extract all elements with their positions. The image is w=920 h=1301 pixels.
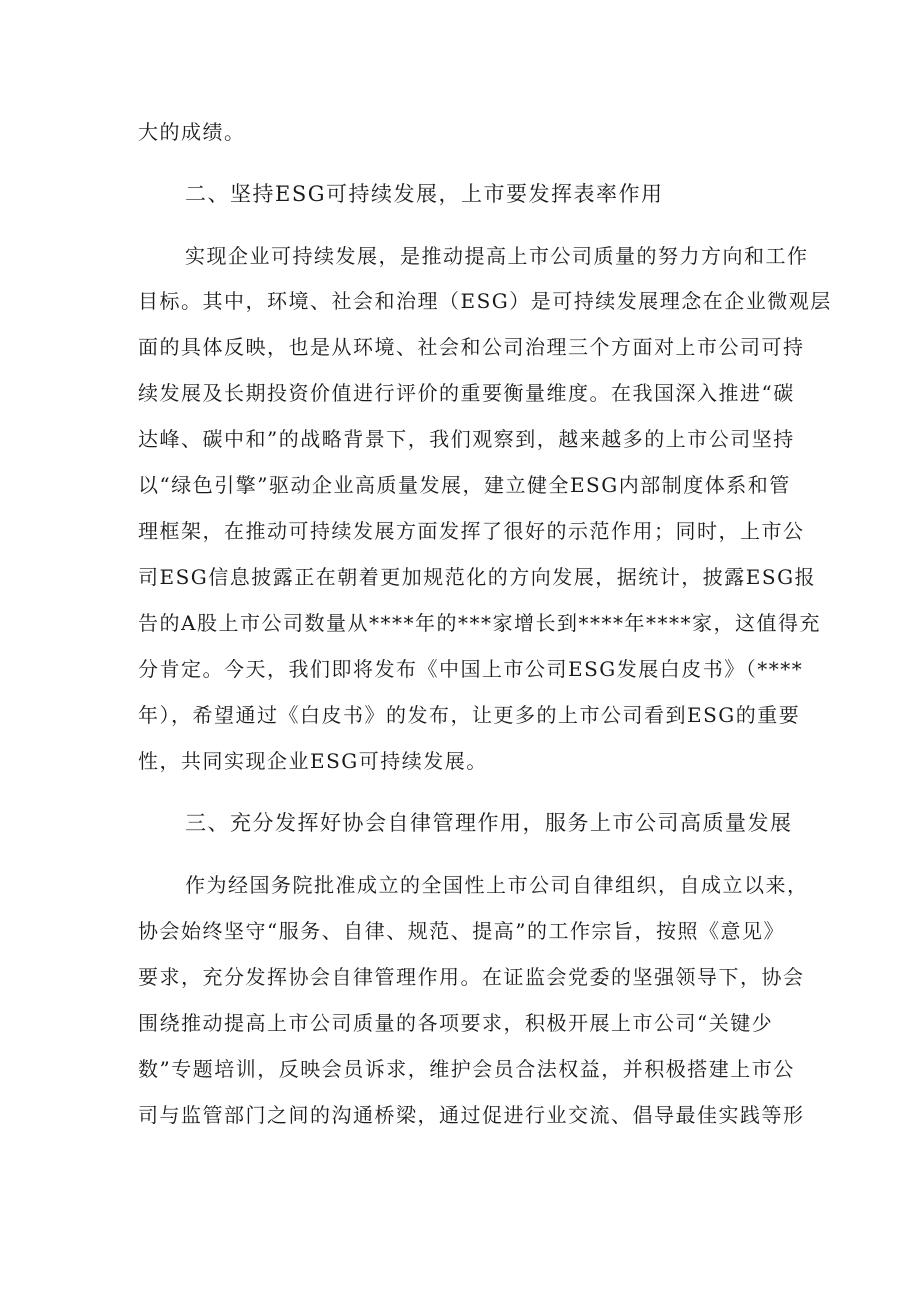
paragraph-line: 以“绿色引擎”驱动企业高质量发展，建立健全ESG内部制度体系和管 bbox=[138, 473, 791, 497]
paragraph-line: 大的成绩。 bbox=[138, 120, 246, 144]
paragraph-line: 数”专题培训，反映会员诉求，维护会员合法权益，并积极搭建上市公 bbox=[138, 1057, 795, 1081]
paragraph-line: 围绕推动提高上市公司质量的各项要求，积极开展上市公司“关键少 bbox=[138, 1011, 774, 1035]
paragraph-line: 分肯定。今天，我们即将发布《中国上市公司ESG发展白皮书》（**** bbox=[138, 657, 804, 681]
paragraph-line: 告的A股上市公司数量从****年的***家增长到****年****家，这值得充 bbox=[138, 611, 821, 635]
paragraph-line: 达峰、碳中和”的战略背景下，我们观察到，越来越多的上市公司坚持 bbox=[138, 427, 795, 451]
paragraph-line: 作为经国务院批准成立的全国性上市公司自律组织，自成立以来， bbox=[185, 873, 809, 897]
paragraph-line: 实现企业可持续发展，是推动提高上市公司质量的努力方向和工作 bbox=[185, 244, 809, 268]
paragraph-line: 性，共同实现企业ESG可持续发展。 bbox=[138, 749, 488, 773]
paragraph-line: 理框架，在推动可持续发展方面发挥了很好的示范作用；同时，上市公 bbox=[138, 519, 805, 543]
section-heading-3: 三、充分发挥好协会自律管理作用，服务上市公司高质量发展 bbox=[185, 811, 793, 835]
paragraph-line: 司ESG信息披露正在朝着更加规范化的方向发展，据统计，披露ESG报 bbox=[138, 565, 817, 589]
paragraph-line: 年），希望通过《白皮书》的发布，让更多的上市公司看到ESG的重要 bbox=[138, 703, 801, 727]
paragraph-line: 目标。其中，环境、社会和治理（ESG）是可持续发展理念在企业微观层 bbox=[138, 289, 832, 313]
paragraph-line: 要求，充分发挥协会自律管理作用。在证监会党委的坚强领导下，协会 bbox=[138, 965, 805, 989]
section-heading-2: 二、坚持ESG可持续发展，上市要发挥表率作用 bbox=[185, 182, 664, 206]
paragraph-line: 协会始终坚守“服务、自律、规范、提高”的工作宗旨，按照《意见》 bbox=[138, 919, 785, 943]
paragraph-line: 面的具体反映，也是从环境、社会和公司治理三个方面对上市公司可持 bbox=[138, 335, 805, 359]
paragraph-line: 续发展及长期投资价值进行评价的重要衡量维度。在我国深入推进“碳 bbox=[138, 381, 795, 405]
paragraph-line: 司与监管部门之间的沟通桥梁，通过促进行业交流、倡导最佳实践等形 bbox=[138, 1103, 805, 1127]
